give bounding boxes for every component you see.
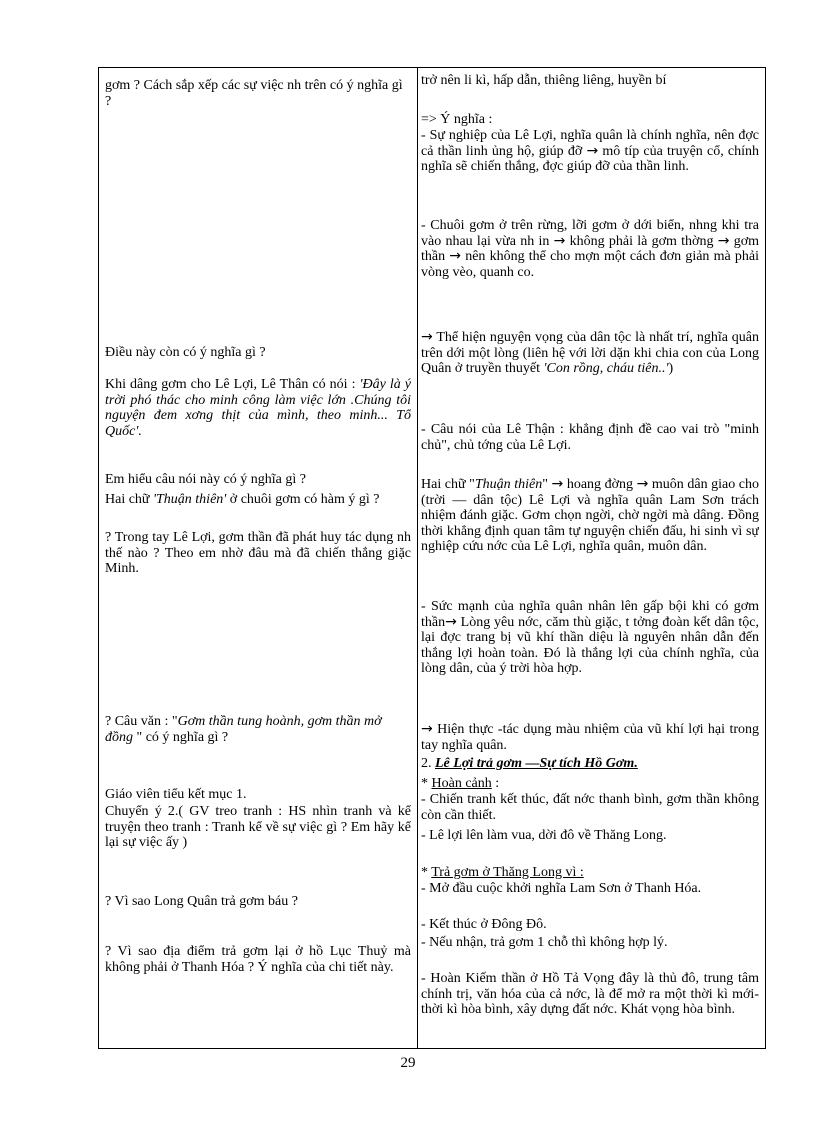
answer-capital-moved: - Lê lợi lên làm vua, dời đô về Thăng Long. (421, 828, 667, 843)
answer-thuan-thien: Hai chữ "Thuận thiên" → hoang đờng → muôn dân giao cho (trời — dân tộc) Lê Lợi và nghĩa quân Lam Sơn trách nhiệm đánh giặc. Gơm chọn ngời, chờ ngời mà dâng. Đồng thời khẳng định quan tâm tự nguyện chiến đấu, hi sinh vì sự nghiệp cứu nớc của Lê Lợi, nghĩa quân, muôn dân. (421, 476, 759, 554)
answer-reality: → Hiện thực -tác dụng màu nhiệm của vũ khí lợi hại trong tay nghĩa quân. (421, 721, 759, 753)
answer-uprising-start: - Mở đầu cuộc khởi nghĩa Lam Sơn ở Thanh Hóa. (421, 881, 702, 896)
answer-army-strength: - Sức mạnh của nghĩa quân nhân lên gấp bội khi có gơm thần→ Lòng yêu nớc, căm thù giặc, t tởng đoàn kết dân tộc, lại đợc trang bị vũ khí thần diệu là nguyên nhân dẫn đến thắng lợi hoàn toàn. Đó là thắng lợi của chính nghĩa, của lòng dân, của ý trời hòa hợp. (421, 599, 759, 676)
question-location: ? Vì sao địa điểm trả gơm lại ở hồ Lục Thuỷ mà không phải ở Thanh Hóa ? Ý nghĩa của chi tiết này. (105, 944, 411, 975)
answer-hilt-blade: - Chuôi gơm ở trên rừng, lỡi gơm ở dới biển, nhng khi tra vào nhau lại vừa nh in → không phải là gơm thờng → gơm thần → nên không thể cho mợn một cách đơn giản mà phải vòng vèo, quanh co. (421, 218, 759, 280)
answer-righteous-cause: - Sự nghiệp của Lê Lợi, nghĩa quân là chính nghĩa, nên đợc cả thần linh ủng hộ, giúp đỡ → mô típ của truyện cổ, chính nghĩa sẽ chiến thắng, đợc giúp đỡ của thần linh. (421, 128, 759, 174)
arrow-icon: → (586, 142, 599, 159)
reason-heading: * Trả gơm ở Thăng Long vì : (421, 865, 584, 880)
context-heading: * Hoàn cảnh : (421, 776, 500, 791)
answer-ended-dong-do: - Kết thúc ở Đông Đô. (421, 917, 547, 932)
arrow-icon: → (421, 721, 433, 737)
lesson-table (98, 67, 766, 1049)
left-column (105, 72, 411, 1047)
page-number: 29 (400, 1055, 416, 1071)
section-2-heading: 2. Lê Lợi trả gơm —Sự tích Hồ Gơm. (421, 756, 638, 771)
answer-one-place: - Nếu nhận, trả gơm 1 chỗ thì không hợp lý. (421, 935, 668, 950)
question-sword-effect: ? Trong tay Lê Lợi, gơm thần đã phát huy tác dụng nh thế nào ? Theo em nhờ đâu mà đã chiến thắng giặc Minh. (105, 530, 411, 576)
question-return-sword: ? Vì sao Long Quân trả gơm báu ? (105, 894, 298, 909)
question-thuan-thien: Hai chữ 'Thuận thiên' ở chuôi gơm có hàm ý gì ? (105, 492, 380, 507)
column-divider (417, 68, 418, 1048)
meaning-heading: => Ý nghĩa : (421, 112, 493, 127)
question-arrangement: gơm ? Cách sắp xếp các sự việc nh trên có ý nghĩa gì ? (105, 78, 403, 109)
arrow-icon: → (445, 613, 457, 630)
transition-part-2: Chuyển ý 2.( GV treo tranh : HS nhìn tranh và kể truyện theo tranh : Tranh kể về sự việc gì ? Em hãy kể lại sự việc ấy ) (105, 804, 411, 850)
question-quote-meaning: Em hiểu câu nói này có ý nghĩa gì ? (105, 472, 306, 487)
arrow-icon: → (717, 232, 730, 249)
question-le-than-quote: Khi dâng gơm cho Lê Lợi, Lê Thân có nói : 'Đây là ý trời phó thác cho minh công làm việc lớn .Chúng tôi nguyện đem xơng thịt của mình, theo minh... Tổ Quốc'. (105, 377, 411, 439)
answer-le-than-statement: - Câu nói của Lê Thận : khẳng định đề cao vai trò "minh chủ", chủ tớng của Lê Lợi. (421, 422, 759, 453)
question-sentence-meaning: ? Câu văn : "Gơm thần tung hoành, gơm thần mở đồng " có ý nghĩa gì ? (105, 714, 382, 745)
teacher-summary: Giáo viên tiểu kết mục 1. (105, 787, 247, 802)
question-meaning: Điều này còn có ý nghĩa gì ? (105, 345, 266, 360)
answer-national-aspiration: → Thể hiện nguyện vọng của dân tộc là nhất trí, nghĩa quân trên dới một lòng (liên hệ với lời dặn khi chia con của Long Quân ở truyền thuyết 'Con rồng, cháu tiên..') (421, 329, 759, 376)
arrow-icon: → (551, 476, 564, 492)
right-column (421, 72, 759, 1047)
answer-mysterious: trở nên li kì, hấp dẫn, thiêng liêng, huyền bí (421, 73, 667, 88)
arrow-icon: → (636, 476, 649, 492)
answer-war-ended: - Chiến tranh kết thúc, đất nớc thanh bình, gơm thần không còn cần thiết. (421, 792, 759, 823)
arrow-icon: → (553, 232, 566, 249)
arrow-icon: → (421, 329, 433, 345)
arrow-icon: → (449, 248, 462, 264)
answer-hoan-kiem: - Hoàn Kiếm thần ở Hồ Tả Vọng đây là thủ đô, trung tâm chính trị, văn hóa của cả nớc, là để mở ra một thời kì mới- thời kì hòa bình, xây dựng đất nớc. Khát vọng hòa bình. (421, 971, 759, 1017)
